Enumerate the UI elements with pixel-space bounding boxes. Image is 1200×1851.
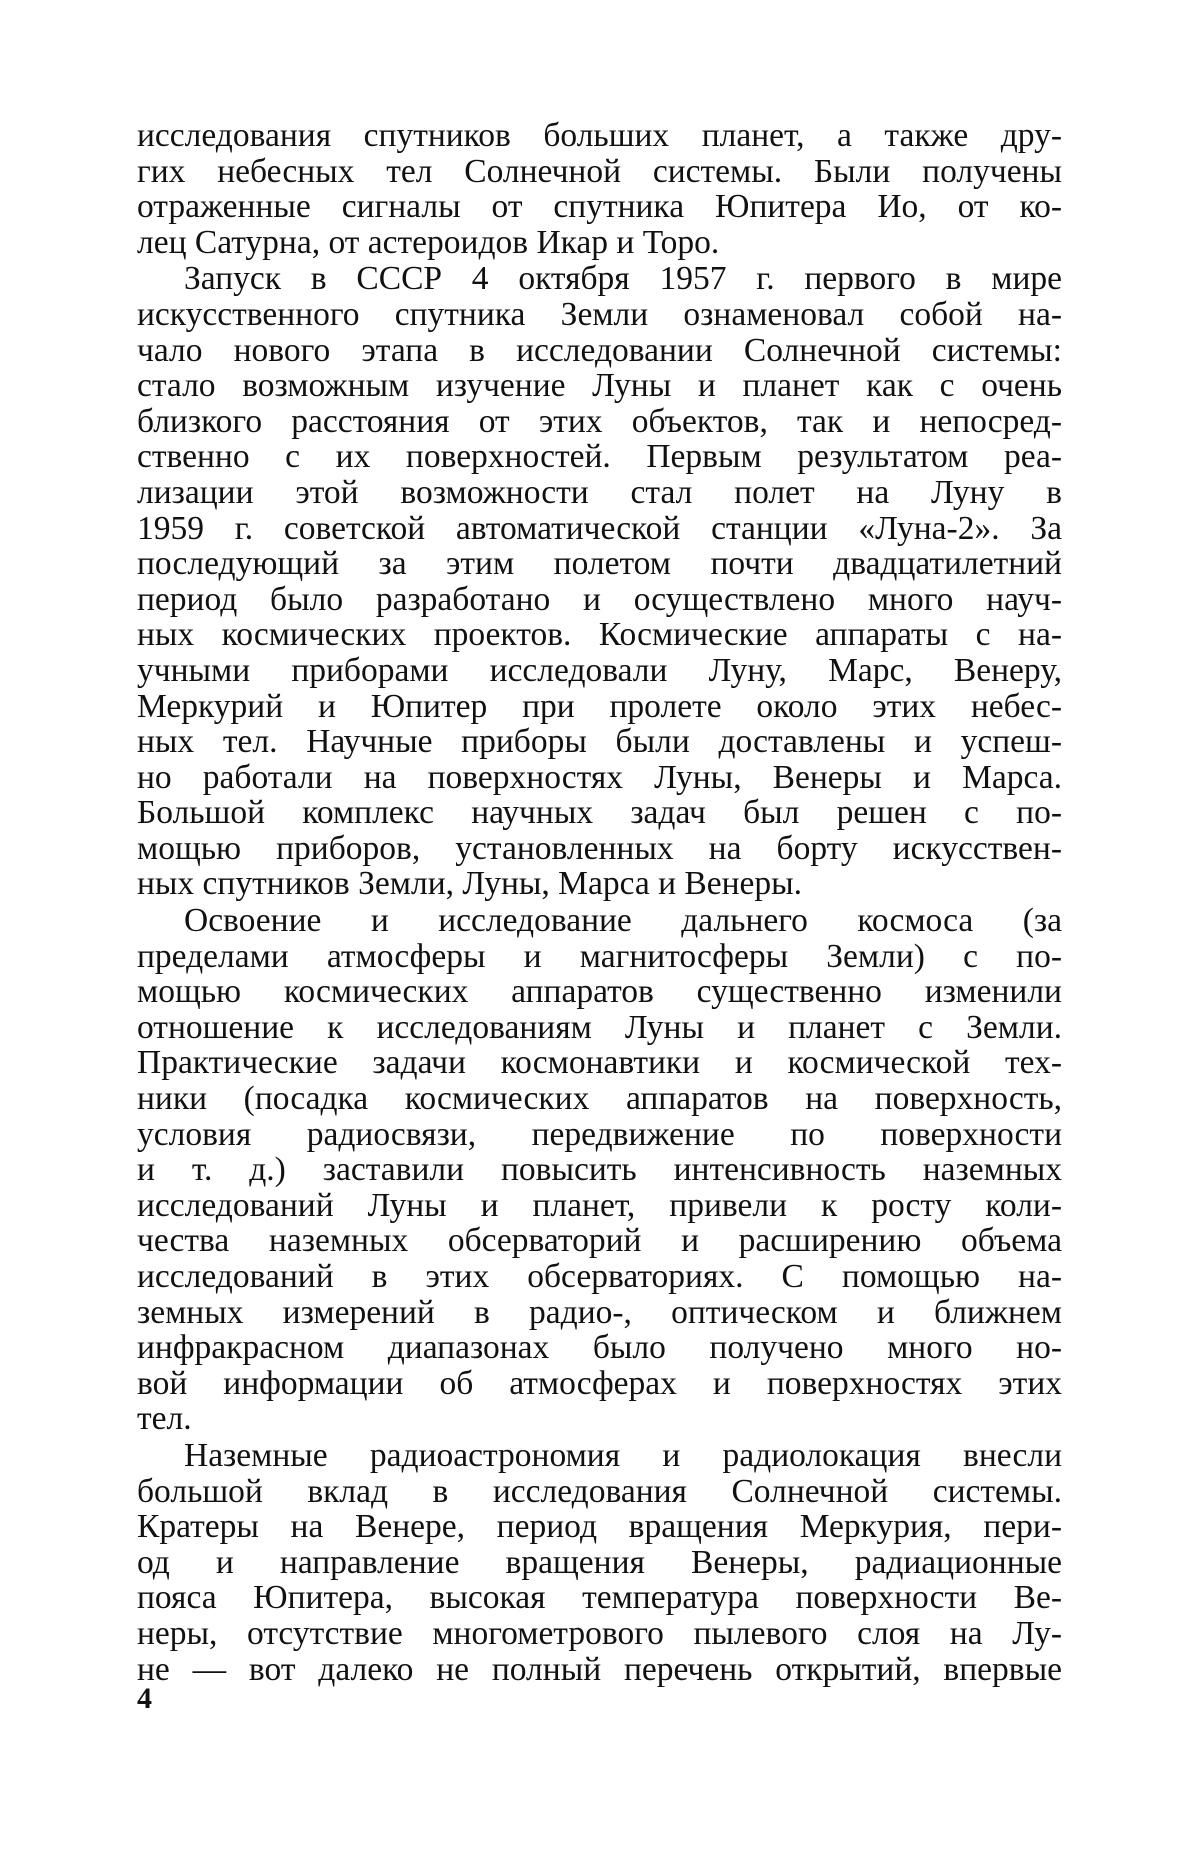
text-line: Освоение и исследование дальнего космоса (за (184, 902, 1062, 940)
text-line: отношение к исследованиям Луны и планет с Земли. (137, 1008, 1062, 1046)
text-line: Запуск в СССР 4 октября 1957 г. первого в мире (184, 260, 1062, 298)
text-line: инфракрасном диапазонах было получено много но- (137, 1329, 1062, 1367)
text-line: пределами атмосферы и магнитосферы Земли) с по- (137, 937, 1062, 975)
text-line: период было разработано и осуществлено много науч- (137, 580, 1062, 618)
text-line: гих небесных тел Солнечной системы. Были получены (137, 152, 1062, 190)
text-line: Большой комплекс научных задач был решен с по- (137, 794, 1062, 832)
text-line: Меркурий и Юпитер при пролете около этих небес- (137, 687, 1062, 725)
text-line: Наземные радиоастрономия и радиолокация внесли (184, 1436, 1062, 1474)
text-line: ных тел. Научные приборы были доставлены и успеш- (137, 723, 1062, 761)
text-line: лец Сатурна, от астероидов Икар и Торо. (137, 223, 720, 261)
text-line: большой вклад в исследования Солнечной системы. (137, 1472, 1062, 1510)
text-line: мощью приборов, установленных на борту искусствен- (137, 829, 1062, 867)
paragraph-4 (137, 1438, 1062, 1687)
text-line: исследования спутников больших планет, а также дру- (137, 117, 1062, 154)
text-line: пояса Юпитера, высокая температура поверхности Ве- (137, 1579, 1062, 1617)
text-line: последующий за этим полетом почти двадцатилетний (137, 545, 1062, 583)
text-line: исследований Луны и планет, привели к росту коли- (137, 1186, 1062, 1224)
paragraph-1 (137, 118, 1062, 260)
text-line: близкого расстояния от этих объектов, так и непосред- (137, 402, 1062, 440)
text-line: искусственного спутника Земли ознаменовал собой на- (137, 295, 1062, 333)
text-line: од и направление вращения Венеры, радиационные (137, 1543, 1062, 1581)
text-line: чало нового этапа в исследовании Солнечной системы: (137, 331, 1062, 369)
page-body-text (137, 118, 1062, 1687)
paragraph-2 (137, 261, 1062, 902)
text-line: ных спутников Земли, Луны, Марса и Венеры. (137, 865, 803, 903)
paragraph-3 (137, 903, 1062, 1437)
text-line: вой информации об атмосферах и поверхностях этих (137, 1364, 1062, 1402)
text-line: тел. (137, 1400, 192, 1438)
text-line: ных космических проектов. Космические аппараты с на- (137, 616, 1062, 654)
text-line: неры, отсутствие многометрового пылевого слоя на Лу- (137, 1614, 1062, 1652)
text-line: отраженные сигналы от спутника Юпитера Ио, от ко- (137, 188, 1062, 226)
text-line: Кратеры на Венере, период вращения Меркурия, пери- (137, 1508, 1062, 1546)
page-number: 4 (137, 1682, 152, 1715)
text-line: ственно с их поверхностей. Первым результатом реа- (137, 438, 1062, 476)
text-line: Практические задачи космонавтики и космической тех- (137, 1044, 1062, 1082)
text-line: но работали на поверхностях Луны, Венеры и Марса. (137, 758, 1062, 796)
text-line: мощью космических аппаратов существенно изменили (137, 973, 1062, 1011)
text-line: земных измерений в радио-, оптическом и ближнем (137, 1293, 1062, 1331)
text-line: лизации этой возможности стал полет на Луну в (137, 473, 1062, 511)
text-line: 1959 г. советской автоматической станции «Луна-2». За (137, 509, 1062, 547)
text-line: и т. д.) заставили повысить интенсивность наземных (137, 1151, 1062, 1189)
text-line: чества наземных обсерваторий и расширению объема (137, 1222, 1062, 1260)
text-line: учными приборами исследовали Луну, Марс, Венеру, (137, 651, 1062, 689)
text-line: условия радиосвязи, передвижение по поверхности (137, 1115, 1062, 1153)
text-line: не — вот далеко не полный перечень открытий, впервые (137, 1650, 1062, 1688)
text-line: ники (посадка космических аппаратов на поверхность, (137, 1080, 1062, 1118)
text-line: стало возможным изучение Луны и планет как с очень (137, 367, 1062, 405)
text-line: исследований в этих обсерваториях. С помощью на- (137, 1258, 1062, 1295)
